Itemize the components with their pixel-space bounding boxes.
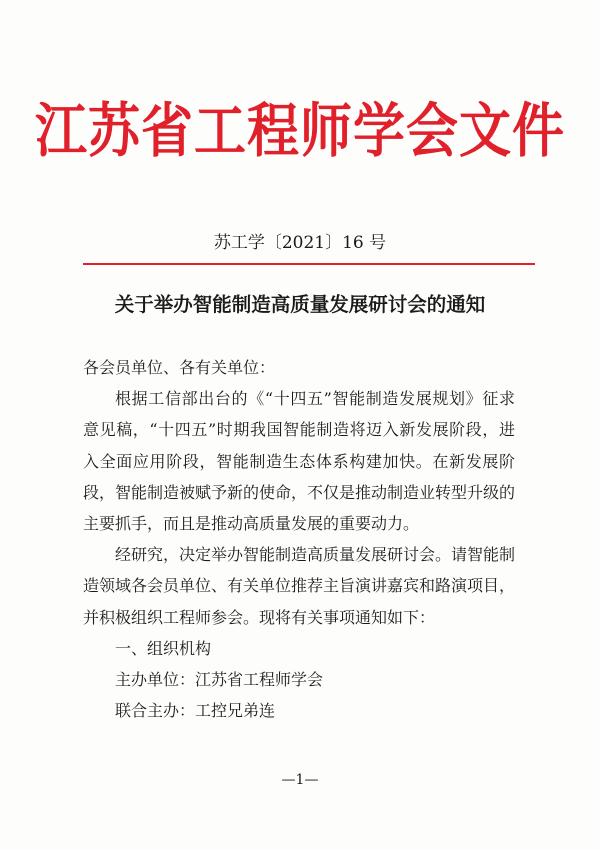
document-number: 苏工学〔2021〕16 号 (213, 233, 387, 253)
notice-body (83, 352, 515, 726)
section-heading-organization: 一、组织机构 (115, 638, 212, 658)
notice-title: 关于举办智能制造高质量发展研讨会的通知 (114, 293, 486, 316)
red-divider-line (83, 263, 535, 265)
issuer-masthead: 江苏省工程师学会文件 (34, 98, 565, 166)
paragraph-2: 经研究，决定举办智能制造高质量发展研讨会。请智能制造领域各会员单位、有关单位推荐主旨演讲嘉宾和路演项目，并积极组织工程师参会。现将有关事项通知如下： (83, 545, 516, 627)
organizer-line: 主办单位：江苏省工程师学会 (115, 670, 324, 690)
paragraph-1: 根据工信部出台的《“十四五”智能制造发展规划》征求意见稿，“十四五”时期我国智能制造将迈入新发展阶段，进入全面应用阶段，智能制造生态体系构建加快。在新发展阶段，智能制造被赋予新的使命，不仅是推动制造业转型升级的主要抓手，而且是推动高质量发展的重要动力。 (83, 389, 516, 534)
salutation: 各会员单位、各有关单位： (83, 358, 276, 377)
page-number: —1— (281, 772, 319, 788)
co-organizer-line: 联合主办：工控兄弟连 (115, 701, 276, 721)
